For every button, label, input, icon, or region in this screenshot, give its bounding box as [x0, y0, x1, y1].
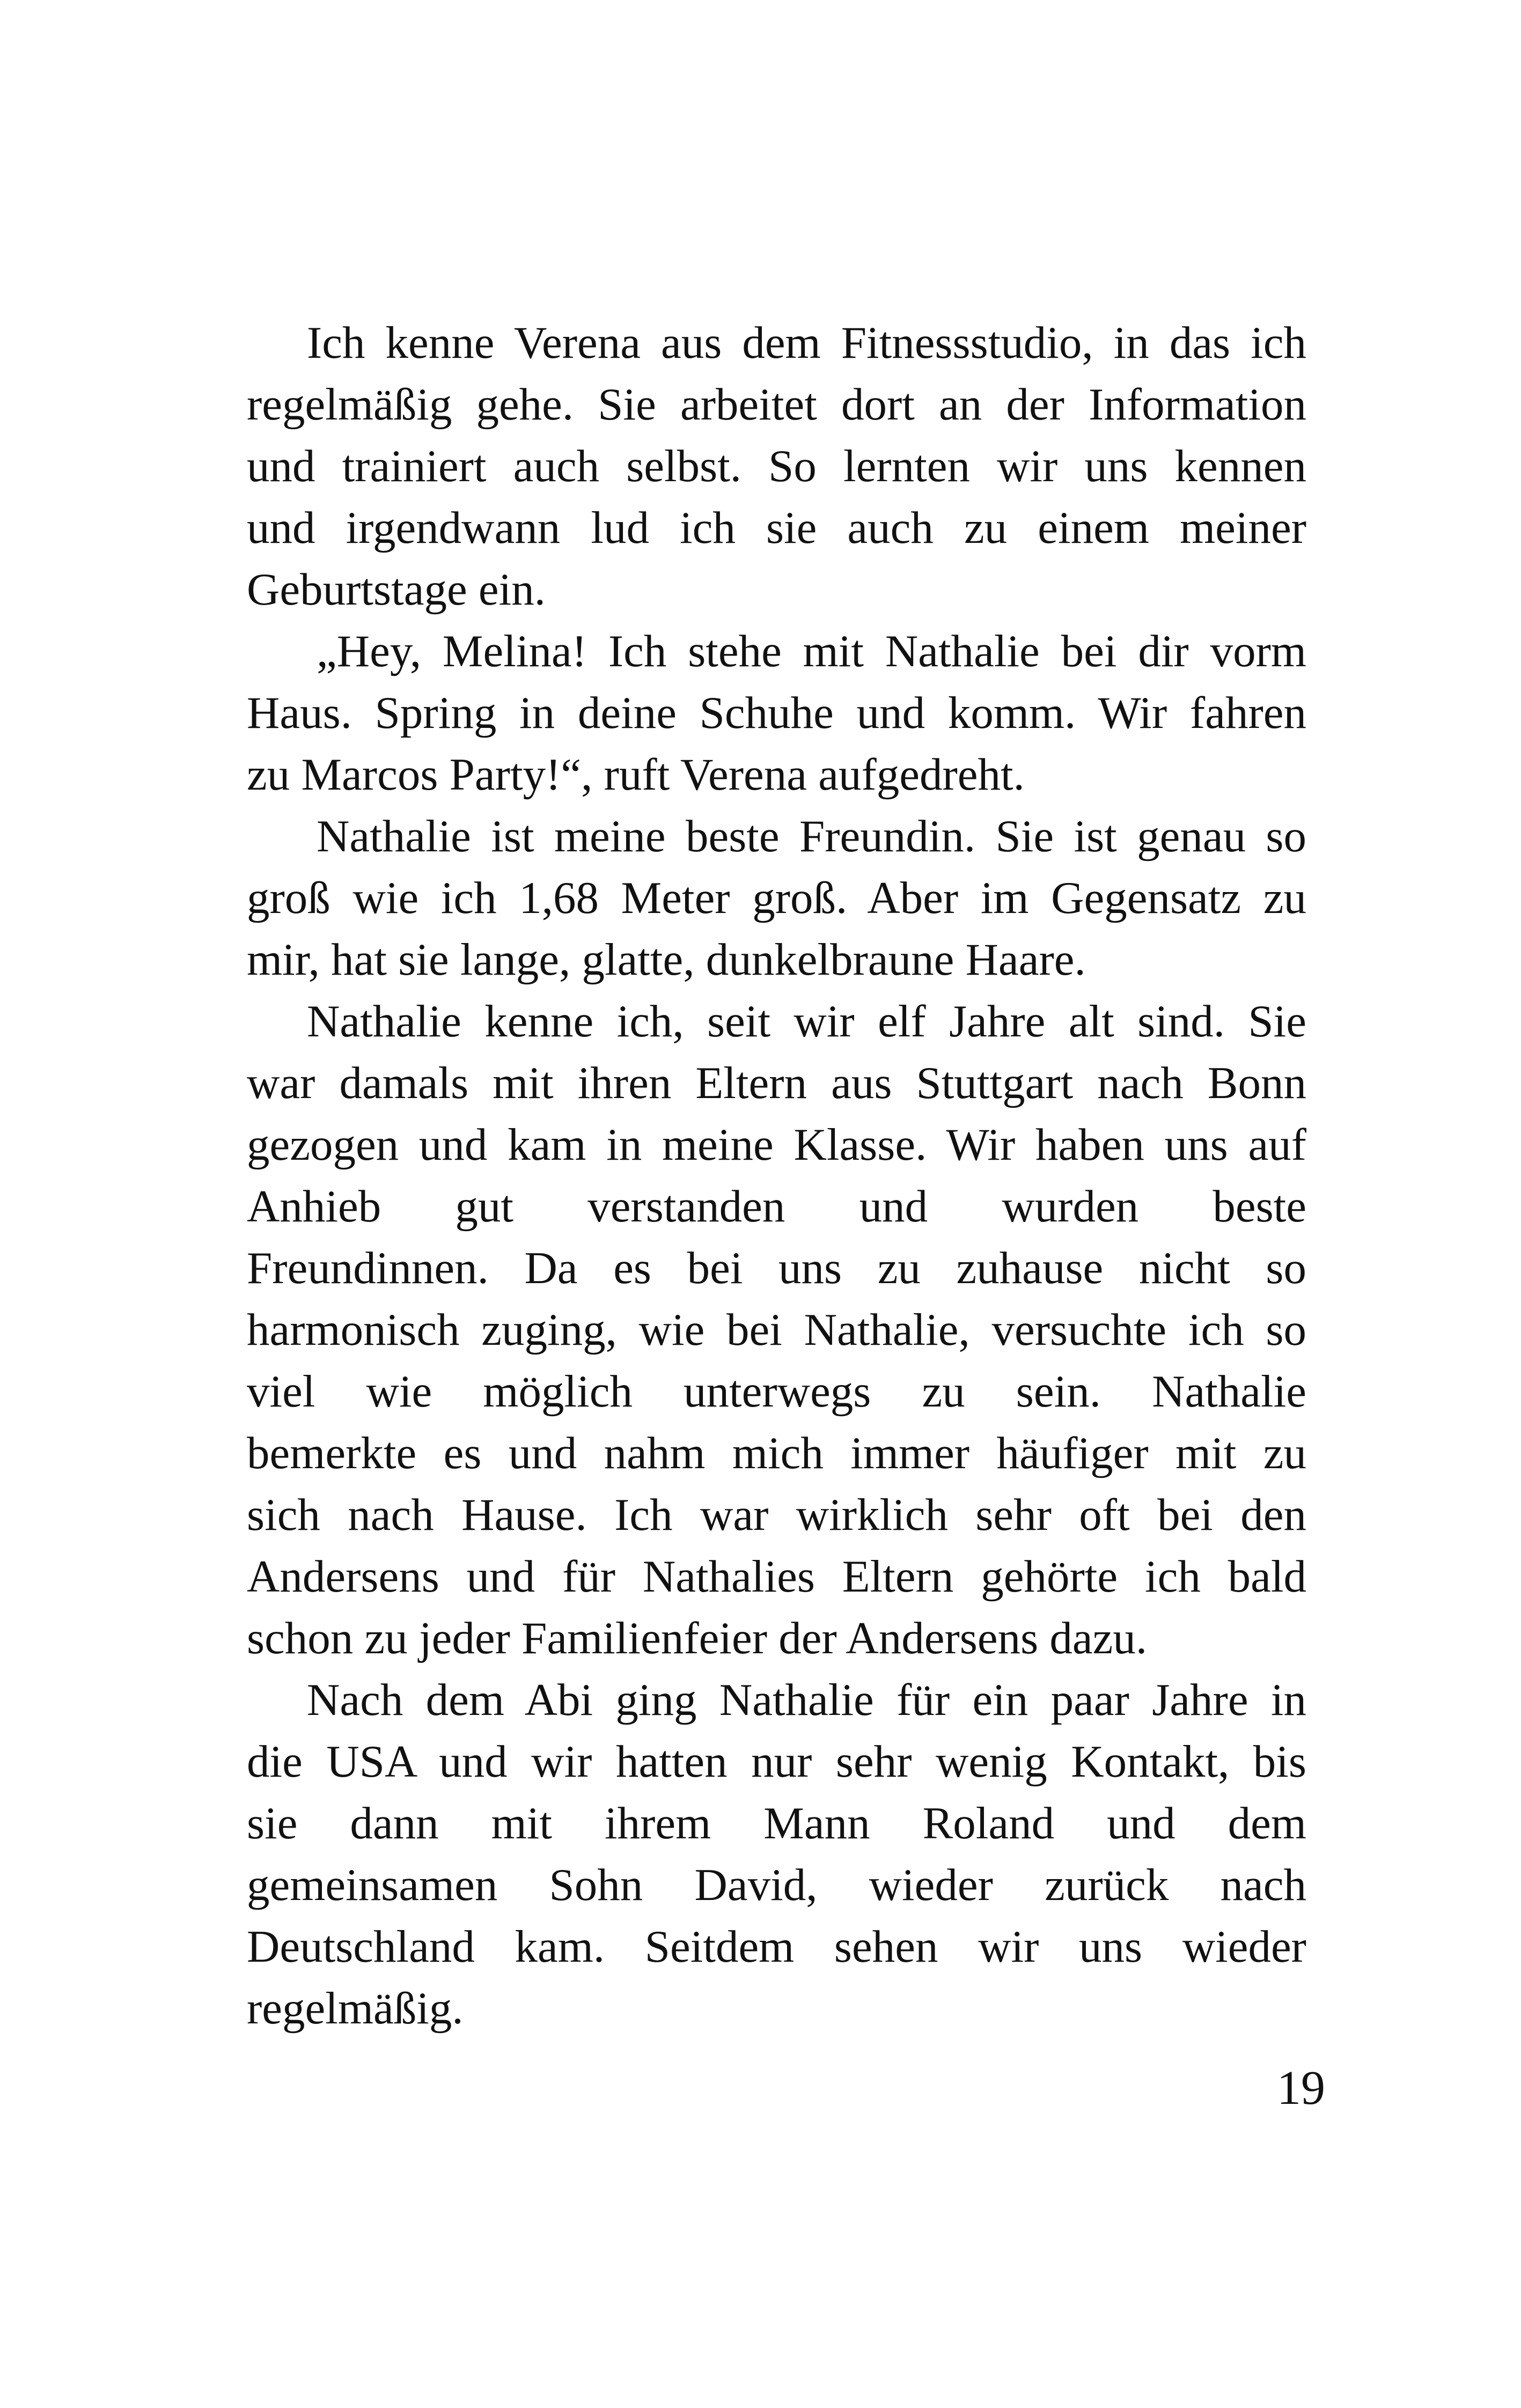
page-number: 19: [1277, 2061, 1325, 2115]
body-text: [247, 312, 1306, 2039]
text-line: mir, hat sie lange, glatte, dunkelbraune Haare.: [247, 934, 1086, 985]
text-line: gemeinsamen Sohn David, wieder zurück nach: [247, 1860, 1306, 1910]
text-line: sie dann mit ihrem Mann Roland und dem: [247, 1798, 1306, 1849]
text-line: Nathalie ist meine beste Freundin. Sie ist genau so: [317, 811, 1306, 861]
text-line: Nach dem Abi ging Nathalie für ein paar Jahre in: [307, 1675, 1306, 1725]
text-line: war damals mit ihren Eltern aus Stuttgart nach Bonn: [247, 1058, 1306, 1108]
text-line: sich nach Hause. Ich war wirklich sehr oft bei den: [247, 1490, 1306, 1540]
text-line: groß wie ich 1,68 Meter groß. Aber im Gegensatz zu: [247, 873, 1306, 923]
text-line: harmonisch zuging, wie bei Nathalie, versuchte ich so: [247, 1305, 1306, 1355]
text-line: Haus. Spring in deine Schuhe und komm. Wir fahren: [247, 688, 1306, 738]
text-line: und trainiert auch selbst. So lernten wir uns kennen: [247, 441, 1306, 491]
text-line: Geburtstage ein.: [247, 564, 546, 615]
paragraph: [247, 991, 1306, 1669]
paragraph: [247, 1669, 1306, 2039]
text-line: regelmäßig.: [247, 1983, 464, 2034]
text-line: viel wie möglich unterwegs zu sein. Nathalie: [247, 1366, 1306, 1417]
text-line: und irgendwann lud ich sie auch zu einem meiner: [247, 503, 1306, 553]
text-line: Deutschland kam. Seitdem sehen wir uns wieder: [247, 1921, 1306, 1972]
text-line: zu Marcos Party!“, ruft Verena aufgedreht.: [247, 749, 1025, 800]
text-line: bemerkte es und nahm mich immer häufiger mit zu: [247, 1428, 1306, 1478]
text-line: gezogen und kam in meine Klasse. Wir haben uns auf: [247, 1120, 1306, 1170]
text-line: Nathalie kenne ich, seit wir elf Jahre alt sind. Sie: [307, 996, 1306, 1047]
text-line: „Hey, Melina! Ich stehe mit Nathalie bei dir vorm: [317, 626, 1306, 676]
text-line: Anhieb gut verstanden und wurden beste: [247, 1181, 1306, 1232]
paragraph: [247, 621, 1306, 806]
text-line: die USA und wir hatten nur sehr wenig Kontakt, bis: [247, 1736, 1306, 1787]
text-line: Ich kenne Verena aus dem Fitnessstudio, in das ich: [307, 318, 1306, 368]
paragraph: [247, 806, 1306, 991]
text-line: Andersens und für Nathalies Eltern gehörte ich bald: [247, 1551, 1306, 1602]
text-line: regelmäßig gehe. Sie arbeitet dort an der Information: [247, 379, 1306, 430]
text-line: Freundinnen. Da es bei uns zu zuhause nicht so: [247, 1243, 1306, 1293]
text-line: schon zu jeder Familienfeier der Andersens dazu.: [247, 1613, 1148, 1663]
paragraph: [247, 312, 1306, 621]
